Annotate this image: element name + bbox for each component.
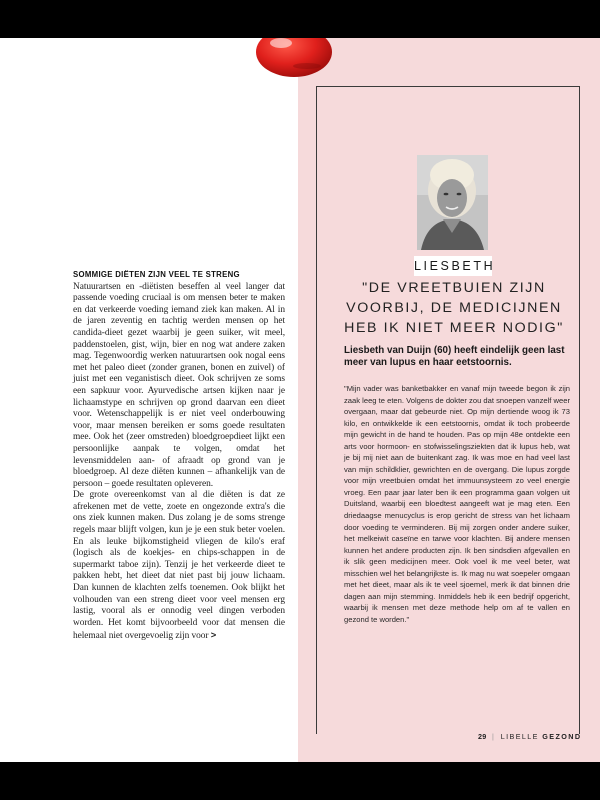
sidebar-intro: Liesbeth van Duijn (60) heeft eindelijk geen last meer van lupus en haar eetstoornis.: [344, 345, 565, 368]
continue-arrow-icon: >: [210, 629, 217, 641]
footer-separator: |: [492, 732, 496, 741]
article-paragraph-text: De grote overeenkomst van al die diëten is dat ze afrekenen met de vette, zoete en ongezonde extra's die ons ziek kunnen maken. Dus zolang je de soms strenge regels maar blijft volgen, kun je je een stuk beter voelen. En als leuke bijkomstigheid vliegen de kilo's eraf (logisch als de koekjes- en chips-schappen in de supermarkt taboe zijn). Tenzij je het verkeerde dieet te pakken hebt, het dieet dat niet past bij jouw lichaam. Dan kunnen de klachten zelfs toenemen. Ook blijkt het volhouden van een streng dieet voor veel mensen erg lastig, vooral als er onnodig veel dingen verboden worden. Het komt bijvoorbeeld voor dat mensen die helemaal niet overgevoelig zijn voor: [73, 490, 285, 642]
portrait-photo: [417, 155, 488, 250]
magazine-page: [0, 38, 600, 762]
sidebar-body: [344, 383, 570, 625]
page-footer: [478, 732, 588, 741]
pull-quote: "DE VREETBUIEN ZIJN VOORBIJ, DE MEDICIJNEN HEB IK NIET MEER NODIG": [344, 280, 564, 336]
article-column: [73, 269, 285, 643]
red-candy-image: [255, 38, 333, 82]
section-name: GEZOND: [542, 732, 582, 741]
article-paragraph: Natuurartsen en -diëtisten beseffen al veel langer dat passende voeding cruciaal is om mensen beter te maken en dat verkeerde voeding iemand ziek kan maken. Al in de jaren zeventig en tachtig werden mensen op het candida-dieet gezet waarbij je geen suiker, wit meel, paddenstoelen, gist, wijn, bier en nog wat andere zaken mag. Tegenwoordig werken natuurartsen ook nogal eens met het paleo dieet (zonder granen, bonen en zuivel) of juist met een veganistisch dieet. Ook schrijven ze soms een sapkuur voor. Ayurvedische artsen kijken naar je lichaamstype en schrijven op grond daarvan een dieet voor. Wetenschappelijk is er niet veel onderbouwing voor, maar mensen bereiken er soms goede resultaten mee. Ook het (zeer omstreden) bloedgroepdieet lijkt een persoonlijke aanpak te volgen, omdat het levensmiddelen aan- of afraadt op grond van je bloedgroep. Al deze diëten kunnen – afhankelijk van de persoon – goede resultaten opleveren.: [73, 281, 285, 489]
sidebar-paragraph: "Mijn vader was banketbakker en vanaf mijn tweede begon ik zijn zaak leeg te eten. Volgens de dokter zou dat snoepen vanzelf weer overgaan, maar dat gebeurde niet. Op mijn dertiende woog ik 73 kilo, en ontwikkelde ik een eetstoornis, omdat ik toch probeerde mijn gewicht in de hand te houden. Pas op mijn 48e ontdekte een arts voor hormoon- en stofwisselingsziekten dat ik lupus heb, wat je bij mij niet aan de buitenkant zag. Ik was moe en had veel last van mijn schildklier, gewrichten en de overgang. Die lupus zorgde voor mijn vreetbuien omdat het immuunsysteem zo veel energie vroeg. Een paar jaar later ben ik een programma gaan volgen uit Duitsland, waarbij een bloedtest aangeeft wat je mag eten. Een driedaagse menucyclus is erop gericht de stress van het lichaam door voeding te verminderen. Bij mij zorgen onder andere suiker, het melkeiwit caseïne en tarwe voor klachten. Bij andere mensen kunnen het andere producten zijn. Ik ben sindsdien afgevallen en ik slik geen medicijnen meer. Ook voel ik me veel beter, wat misschien wel het belangrijkste is. Ik mag nu wat soepeler omgaan met het dieet, maar als ik te veel sjoemel, merk ik dat binnen drie dagen aan mijn stemming. Inmiddels heb ik een bedrijf opgericht, waarbij ik mensen met deze methode help om af te vallen en gezond te worden.": [344, 384, 570, 624]
page-number: 29: [478, 732, 487, 741]
person-name: LIESBETH: [414, 256, 492, 276]
article-body: [73, 282, 285, 643]
section-heading: SOMMIGE DIËTEN ZIJN VEEL TE STRENG: [73, 270, 240, 279]
magazine-name: LIBELLE: [500, 732, 539, 741]
article-paragraph: [73, 490, 285, 643]
